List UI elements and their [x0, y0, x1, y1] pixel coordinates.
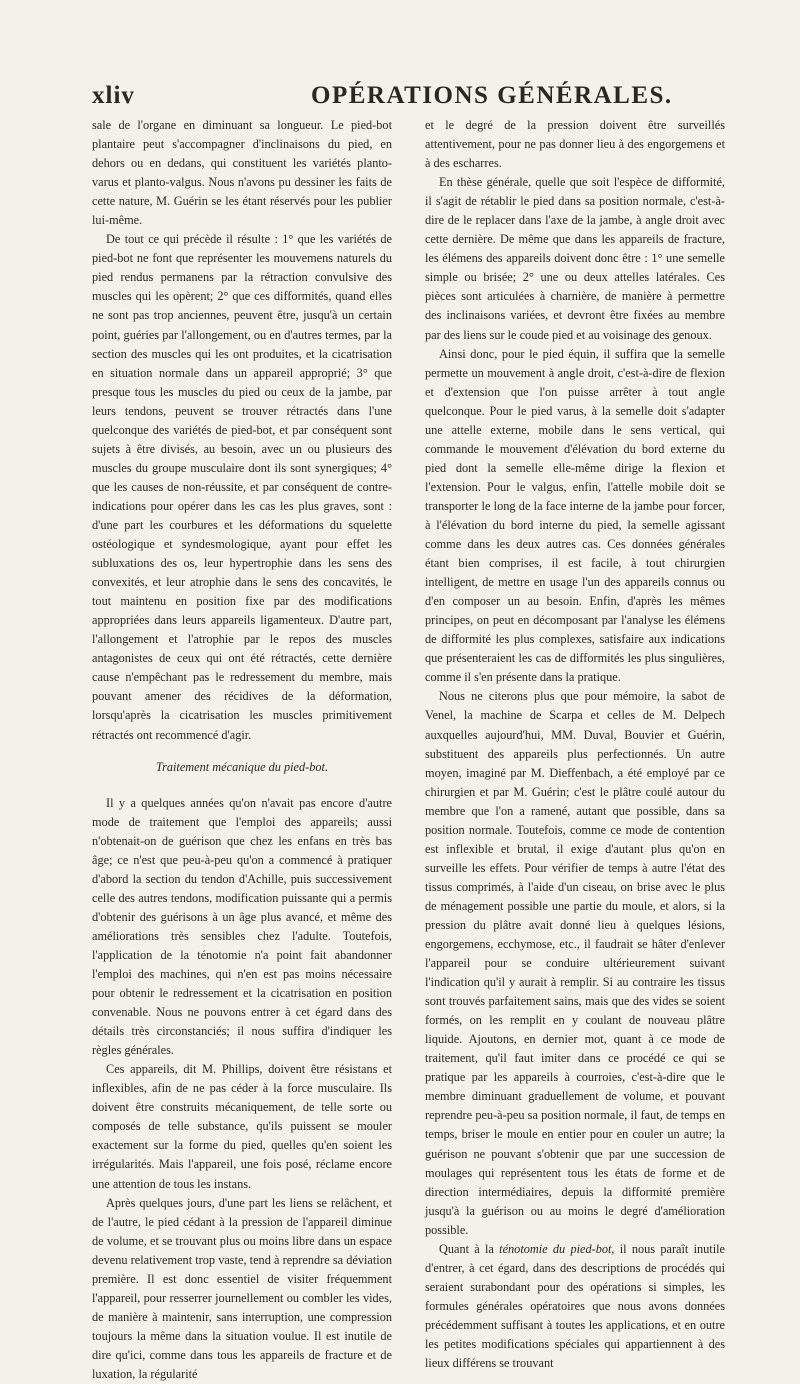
paragraph [425, 1240, 725, 1373]
running-title: OPÉRATIONS GÉNÉRALES. [311, 82, 673, 109]
section-heading: Traitement mécanique du pied-bot. [155, 759, 329, 774]
page-number: xliv [92, 82, 135, 109]
paragraph: Après quelques jours, d'une part les liens se relâchent, et de l'autre, le pied cédant à la pression de l'appareil diminue de volume, et se trouvant plus ou moins libre dans un espace devenu relativement trop vaste, tend à reprendre sa déviation première. Il est donc essentiel de visiter fréquemment l'appareil, pour resserrer journellement ou combler les vides, de manière à maintenir, sans interruption, une compression toujours la même dans la situation voulue. Il est inutile de dire qu'ici, comme dans tous les appareils de fracture et de luxation, la régularité [92, 1195, 392, 1381]
italic-term: ténotomie du pied-bot, [499, 1241, 615, 1256]
paragraph-rest: il nous paraît inutile d'entrer, à cet égard, dans des descriptions de procédés qui seraient surabondant pour des opérations si simples, les formules générales opératoires que nous avons données précédemment suffisant à toutes les applications, et en outre les petites modifications spéciales qui appartiennent à des lieux différens se trouvant [425, 1241, 726, 1371]
paragraph: En thèse générale, quelle que soit l'espèce de difformité, il s'agit de rétablir le pied dans sa position normale, c'est-à-dire de le replacer dans l'axe de la jambe, à angle droit avec cette dernière. De même que dans les appareils de fracture, les élémens des appareils doivent donc être : 1° une semelle simple ou brisée; 2° une ou deux attelles latérales. Ces pièces sont articulées à charnière, de manière à permettre des inclinaisons variées, et devront être fixées au membre par des liens sur le coude pied et au voisinage des genoux. [425, 175, 725, 342]
paragraph: sale de l'organe en diminuant sa longueur. Le pied-bot plantaire peut s'accompagner d'inclinaisons du pied, en dehors ou en dedans, qui constituent les variétés planto-varus et planto-valgus. Nous n'avons pu dessiner les faits de cette nature, M. Guérin se les étant réservés pour les publier lui-même. [92, 118, 392, 228]
paragraph: Nous ne citerons plus que pour mémoire, la sabot de Venel, la machine de Scarpa et celles de M. Delpech auxquelles aujourd'hui, MM. Duval, Bouvier et Guérin, substituent des appareils plus perfectionnés. Un autre moyen, imaginé par M. Dieffenbach, a été employé par ce chirurgien et par M. Guérin; c'est le plâtre coulé autour du membre que l'on a ramené, autant que possible, dans sa position normale. Toutefois, comme ce mode de contention est inflexible et brutal, il exige d'autant plus qu'on en surveille les effets. Pour vérifier de temps à autre l'état des tissus comprimés, à l'aide d'un ciseau, on brise avec le plus de ménagement possible une partie du moule, et alors, si la pression du plâtre avait donné lieu à quelques lésions, engorgemens, ecchymose, etc., il faudrait se hâter d'enlever l'appareil pour se conduire ultérieurement suivant l'indication qu'il y aurait à remplir. Si au contraire les tissus sont trouvés parfaitement sains, mais que des vides se soient formés, on les remplit en y coulant de nouveau plâtre liquide. Ajoutons, en dernier mot, quant à ce mode de traitement, qu'il faut imiter dans ce procédé ce qui se pratique par les appareils à courroies, c'est-à-dire que le membre diminuant graduellement de volume, et pouvant reprendre peu-à-peu sa position normale, il faut, de temps en temps, briser le moule en entier pour en couler un autre; la guérison ne pouvant s'obtenir que par une succession de moulages qui représentent tous les états de forme et de direction intermédiaires, depuis la difformité première jusqu'à la guérison ou au moins le degré d'amélioration possible. [425, 689, 725, 1237]
paragraph: Il y a quelques années qu'on n'avait pas encore d'autre mode de traitement que l'emploi des appareils; aussi n'obtenait-on de guérison que chez les enfans en très bas âge; ce n'est que peu-à-peu qu'on a commencé à pratiquer d'abord la section du tendon d'Achille, puis successivement celle des autres tendons, modification puissante qui a permis d'obtenir des guérisons à un âge plus avancé, et même des améliorations très sensibles chez l'adulte. Toutefois, l'application de la ténotomie n'a point fait abandonner l'emploi des machines, qui n'en est pas moins nécessaire pour obtenir le redressement et la cicatrisation en position convenable. Nous ne pouvons entrer à cet égard dans des détails très circonstanciés; il nous suffira d'indiquer les règles générales. [92, 795, 392, 1058]
paragraph: Ces appareils, dit M. Phillips, doivent être résistans et inflexibles, afin de ne pas céder à la force musculaire. Ils doivent être construits mécaniquement, de telle sorte ou composés de telle substance, qu'ils puissent se mouler exactement sur la forme du pied, quelles qu'en soient les irrégularités. Mais l'appareil, une fois posé, réclame encore une attention de tous les instans. [92, 1062, 392, 1191]
left-column [92, 116, 392, 1384]
right-column [425, 116, 725, 1373]
paragraph: Ainsi donc, pour le pied équin, il suffira que la semelle permette un mouvement à angle droit, c'est-à-dire de flexion et d'extension que l'on puisse arrêter à tout angle quelconque. Pour le pied varus, à la semelle doit s'adapter une attelle externe, mobile dans le sens vertical, qui commande le mouvement d'élévation du bord externe du pied dont la semelle elle-même dirige la flexion et l'extension. Pour le valgus, enfin, l'attelle mobile doit se transporter le long de la face interne de la jambe pour forcer, à l'élévation du bord interne du pied, la semelle agissant comme dans les deux autres cas. Ces données générales étant bien comprises, il est facile, à tout chirurgien intelligent, de mettre en usage l'un des appareils connus ou d'en composer un au besoin. Enfin, d'après les mêmes principes, on peut en décomposant par l'analyse les élémens de difformité les plus complexes, satisfaire aux indications que présenteraient les cas de difformités les plus singulières, comme il s'en présente dans la pratique. [425, 346, 725, 685]
paragraph: De tout ce qui précède il résulte : 1° que les variétés de pied-bot ne font que représenter les mouvemens naturels du pied rendus permanens par la rétraction convulsive des muscles qui les opèrent; 2° que ces difformités, quand elles ne sont pas trop anciennes, peuvent être, jusqu'à un certain point, guéries par l'allongement, ou en d'autres termes, par la section des muscles qui les ont produites, et la cicatrisation en situation normale dans un appareil approprié; 3° que presque tous les muscles du pied ou ceux de la jambe, par leurs tendons, peuvent se trouver rétractés dans l'une quelconque des variétés de pied-bot, et par conséquent sont sujets à être divisés, au besoin, avec un ou plusieurs des muscles du groupe musculaire dont ils sont synergiques; 4° que les causes de non-réussite, et par conséquent de contre-indications pour opérer dans les cas les plus graves, sont : d'une part les courbures et les déformations du squelette ostéologique et syndesmologique, ayant pour effet les subluxations des os, leur hypertrophie dans les sens des convexités, et leur atrophie dans le sens des concavités, le tout maintenu en position fixe par des modifications appropriées dans leurs appareils ligamenteux. D'autre part, l'allongement et l'atrophie par le repos des muscles antagonistes de ceux qui ont été rétractés, cette dernière cause n'empêchant pas le redressement du membre, mais pouvant amener des récidives de la déformation, lorsqu'après la cicatrisation les muscles primitivement rétractés ont recommencé d'agir. [92, 232, 392, 742]
page-header [92, 82, 720, 116]
paragraph-lead: Quant à la [439, 1241, 500, 1256]
paragraph: et le degré de la pression doivent être surveillés attentivement, pour ne pas donner lieu à des engorgemens et à des escharres. [425, 118, 725, 171]
